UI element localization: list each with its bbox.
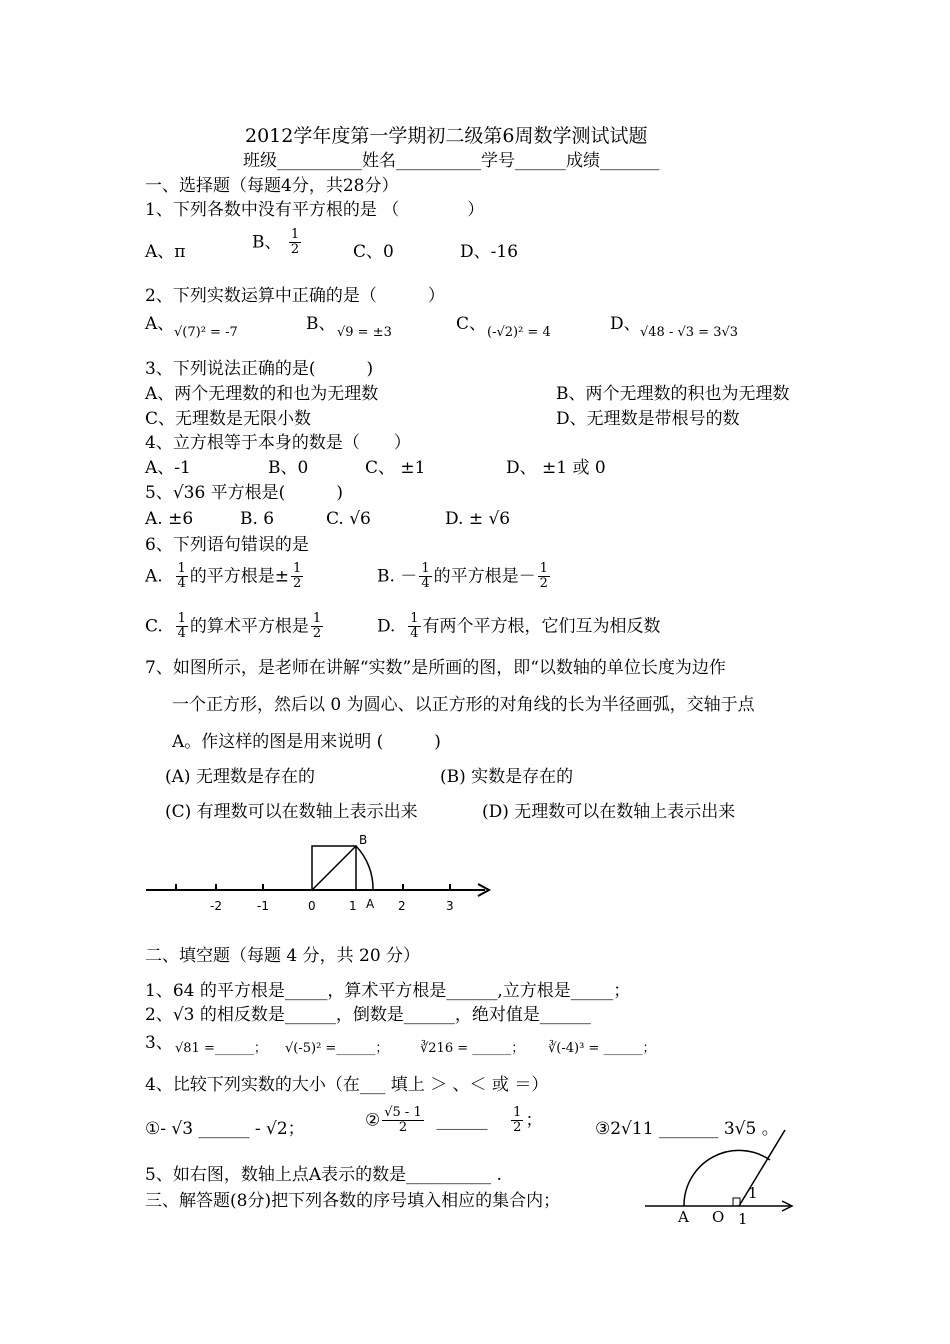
tick-label-1: 1 — [349, 899, 357, 913]
q6-d-frac-den: 4 — [410, 626, 419, 642]
page-title: 2012学年度第一学期初二级第6周数学测试试题 — [245, 125, 648, 147]
q2-option-d-expr: √48 - √3 = 3√3 — [640, 325, 739, 340]
student-info-line: 班级__________姓名__________学号______成绩_______ — [243, 151, 660, 171]
q6-b-frac1-den: 4 — [421, 576, 430, 592]
compare2-lhs — [382, 1106, 423, 1136]
q3-stem: 3、下列说法正确的是( ) — [145, 359, 374, 379]
compare2-rhs-num: 1 — [513, 1105, 522, 1120]
q1-b-fraction — [289, 228, 301, 258]
q6-c-frac1 — [176, 612, 188, 642]
q7-option-a: (A) 无理数是存在的 — [165, 767, 315, 787]
q6-d-frac — [408, 612, 420, 642]
q6-c-frac1-num: 1 — [177, 611, 186, 626]
q6-option-a: A. $\frac{1}{4}$ 的平方根是± $\frac{1}{2}$ — [145, 561, 302, 592]
q6-c-frac1-den: 4 — [177, 626, 186, 642]
q4-option-d: D、 ±1 或 0 — [506, 458, 606, 478]
fill-q3-expr4: ∛(-4)³ = ______； — [548, 1041, 656, 1056]
fill-q5: 5、如右图，数轴上点A表示的数是__________ . — [145, 1165, 502, 1185]
q6-b-text: 的平方根是－ — [433, 566, 536, 587]
tick-label-2: 2 — [398, 899, 406, 913]
hypotenuse — [739, 1130, 785, 1206]
q4-option-c: C、 ±1 — [365, 458, 426, 478]
compare2-rhs-den: 2 — [513, 1120, 522, 1136]
q1-stem: 1、下列各数中没有平方根的是 （ ） — [145, 200, 485, 220]
q6-a-text: 的平方根是± — [189, 566, 290, 587]
q2-option-d-label: D、 — [610, 314, 641, 334]
q6-d-text: 有两个平方根，它们互为相反数 — [422, 616, 661, 637]
q2-option-b-label: B、 — [306, 314, 336, 334]
q1-b-num: 1 — [290, 227, 300, 242]
q6-b-frac2 — [538, 562, 550, 592]
q3-option-d: D、无理数是带根号的数 — [556, 409, 740, 429]
q6-option-b: B. － $\frac{1}{4}$ 的平方根是－ $\frac{1}{2}$ — [377, 561, 548, 592]
q2-option-c-label: C、 — [456, 314, 487, 334]
q5-option-c: C. √6 — [326, 509, 371, 529]
q6-b-frac1-num: 1 — [421, 561, 430, 576]
fill-q3-expr1: √81 =______； — [175, 1041, 267, 1056]
q6-d-frac-num: 1 — [410, 611, 419, 626]
q5-option-a: A. ±6 — [145, 509, 194, 529]
compare2-lhs-den: 2 — [398, 1120, 408, 1136]
q4-option-b: B、0 — [268, 458, 309, 478]
q1-option-b — [252, 228, 303, 258]
fill-q2: 2、√3 的相反数是______，倒数是______，绝对值是______ — [145, 1005, 591, 1025]
q1-option-a: A、π — [145, 242, 186, 262]
q3-option-a: A、两个无理数的和也为无理数 — [145, 384, 379, 404]
section3-heading: 三、解答题(8分)把下列各数的序号填入相应的集合内； — [145, 1191, 561, 1211]
q2-option-a-expr: √(7)² = -7 — [174, 325, 238, 340]
fill-q4-stem: 4、比较下列实数的大小（在___ 填上 ＞ 、＜ 或 ＝） — [145, 1075, 549, 1095]
q3-option-c: C、无理数是无限小数 — [145, 409, 312, 429]
q6-c-frac2 — [311, 612, 323, 642]
q5-number-line-figure — [640, 1120, 800, 1230]
q6-stem: 6、下列语句错误的是 — [145, 535, 309, 555]
radius-arc — [356, 846, 373, 890]
q7-line1: 7、如图所示，是老师在讲解“实数”是所画的图，即“以数轴的单位长度为边作 — [145, 658, 726, 678]
q2-option-b-expr: √9 = ±3 — [337, 325, 392, 340]
q3-option-b: B、两个无理数的积也为无理数 — [556, 384, 790, 404]
q6-option-d: D. $\frac{1}{4}$ 有两个平方根，它们互为相反数 — [377, 611, 661, 642]
q2-stem: 2、下列实数运算中正确的是（ ） — [145, 286, 445, 306]
q2-option-a-label: A、 — [145, 314, 175, 334]
fill-q4-compare1: ①- √3 ______ - √2； — [145, 1119, 305, 1139]
q6-a-frac1-den: 4 — [177, 576, 186, 592]
q7-option-b: (B) 实数是存在的 — [440, 767, 574, 787]
fill-q3-expr2: √(-5)² =______； — [285, 1041, 389, 1056]
label-one-side: 1 — [748, 1184, 758, 1202]
fill-q4-compare3: ③2√11 _______ 3√5 。 — [595, 1119, 779, 1139]
tick-label-neg2: -2 — [210, 899, 222, 913]
q6-a-frac1-num: 1 — [177, 561, 186, 576]
q6-option-c: C. $\frac{1}{4}$ 的算术平方根是 $\frac{1}{2}$ — [145, 611, 322, 642]
fill-q4-compare2 — [365, 1106, 542, 1136]
q6-c-frac2-num: 1 — [312, 611, 322, 626]
tick-label-3: 3 — [446, 899, 454, 913]
q6-c-text: 的算术平方根是 — [189, 616, 309, 637]
q1-option-c: C、0 — [353, 242, 394, 262]
compare2-label: ② — [365, 1110, 381, 1131]
tick-label-neg1: -1 — [257, 899, 269, 913]
q1-option-d: D、-16 — [460, 242, 519, 262]
q6-b-frac1 — [419, 562, 431, 592]
q7-option-c: (C) 有理数可以在数轴上表示出来 — [165, 802, 418, 822]
q5-stem: 5、√36 平方根是( ) — [145, 483, 343, 503]
q2-option-c-expr: (-√2)² = 4 — [487, 325, 551, 340]
q7-line3: A。作这样的图是用来说明 ( ) — [172, 732, 441, 752]
q4-stem: 4、立方根等于本身的数是（ ） — [145, 433, 411, 453]
q7-line2: 一个正方形，然后以 0 为圆心、以正方形的对角线的长为半径画弧，交轴于点 — [172, 695, 755, 715]
q5-option-d: D. ± √6 — [445, 509, 511, 529]
point-label-a: A — [366, 897, 375, 911]
q6-a-frac1 — [176, 562, 188, 592]
q5-option-b: B. 6 — [240, 509, 275, 529]
compare2-blank: ______ — [436, 1110, 488, 1131]
q6-c-frac2-den: 2 — [312, 626, 322, 642]
fill-q3-expr3: ∛216 = ______； — [420, 1041, 525, 1056]
q6-a-frac2 — [291, 562, 303, 592]
q7-option-d: (D) 无理数可以在数轴上表示出来 — [482, 802, 736, 822]
square-diagonal — [312, 846, 356, 890]
compare2-rhs — [511, 1106, 523, 1136]
q1-b-den: 2 — [290, 242, 300, 258]
point-label-b: B — [359, 833, 368, 847]
fill-q1: 1、64 的平方根是_____，算术平方根是______,立方根是_____； — [145, 981, 631, 1001]
section1-heading: 一、选择题（每题4分，共28分） — [145, 176, 399, 196]
q6-a-frac2-num: 1 — [293, 561, 302, 576]
q4-option-a: A、-1 — [145, 458, 191, 478]
tick-label-0: 0 — [308, 899, 316, 913]
q6-a-frac2-den: 2 — [293, 576, 302, 592]
q6-b-frac2-num: 1 — [539, 561, 548, 576]
section2-heading: 二、填空题（每题 4 分，共 20 分） — [145, 946, 421, 966]
q6-b-frac2-den: 2 — [539, 576, 548, 592]
q1-b-label: B、 — [252, 232, 282, 253]
label-o: O — [712, 1208, 725, 1226]
q7-number-line-figure — [140, 828, 500, 918]
fill-q3-label: 3、 — [145, 1033, 173, 1053]
compare2-end: ； — [525, 1110, 543, 1131]
label-a: A — [678, 1208, 689, 1226]
compare2-lhs-num: √5 - 1 — [384, 1105, 422, 1120]
label-one-bottom: 1 — [738, 1210, 748, 1228]
